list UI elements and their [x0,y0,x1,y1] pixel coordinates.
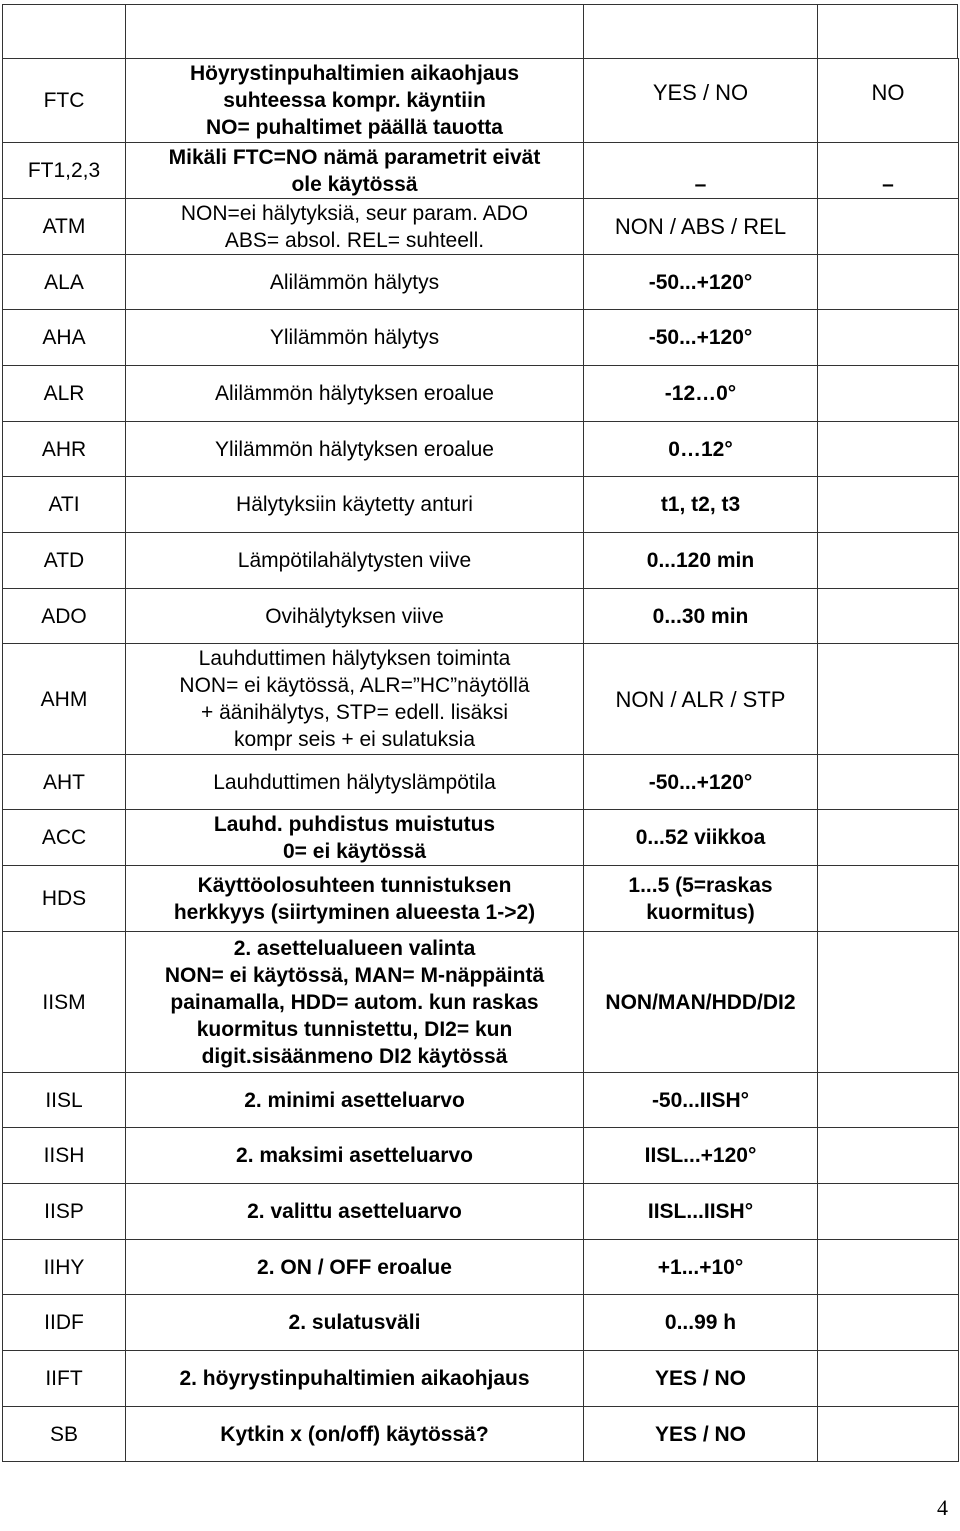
param-description: 2. maksimi asetteluarvo [126,1128,584,1184]
table-row [3,366,959,422]
param-description: Alilämmön hälytys [126,255,584,310]
param-default [818,932,959,1073]
page-number: 4 [937,1495,948,1520]
param-description: Lauhd. puhdistus muistutus 0= ei käytössä [126,810,584,866]
param-code: FT1,2,3 [3,143,126,199]
param-default [818,1407,959,1462]
param-code: IISP [3,1184,126,1240]
param-description: 2. minimi asetteluarvo [126,1073,584,1128]
param-description: Ylilämmön hälytys [126,310,584,366]
table-row [3,1295,959,1351]
param-code: SB [3,1407,126,1462]
param-range: 0...120 min [584,533,818,589]
param-description: 2. höyrystinpuhaltimien aikaohjaus [126,1351,584,1407]
param-range: NON / ALR / STP [584,644,818,755]
table-row [3,810,959,866]
param-default [818,1184,959,1240]
param-code: AHT [3,755,126,810]
table-row [3,644,959,755]
param-description: Kytkin x (on/off) käytössä? [126,1407,584,1462]
param-range: -50...IISH° [584,1073,818,1128]
param-default [818,1128,959,1184]
param-code: IISH [3,1128,126,1184]
param-description: 2. asettelualueen valinta NON= ei käytössä, MAN= M-näppäintä painamalla, HDD= autom. kun raskas kuormitus tunnistettu, DI2= kun digit.sisäänmeno DI2 käytössä [126,932,584,1073]
param-code: ALR [3,366,126,422]
table-row [3,143,959,199]
param-default [818,477,959,533]
param-code: ATM [3,199,126,255]
param-description: Ylilämmön hälytyksen eroalue [126,422,584,477]
param-range: IISL...IISH° [584,1184,818,1240]
table-row [3,1351,959,1407]
param-code: ATD [3,533,126,589]
param-default [818,199,959,255]
param-range: -50...+120° [584,755,818,810]
table-row [3,533,959,589]
param-code: ADO [3,589,126,644]
param-default [818,1240,959,1295]
param-default [818,1351,959,1407]
param-code: HDS [3,866,126,932]
param-description: Mikäli FTC=NO nämä parametrit eivät ole käytössä [126,143,584,199]
param-default [818,589,959,644]
param-code: IIFT [3,1351,126,1407]
param-code: ALA [3,255,126,310]
table-row [3,1240,959,1295]
param-description: Lämpötilahälytysten viive [126,533,584,589]
param-range: 0...99 h [584,1295,818,1351]
param-range: -50...+120° [584,255,818,310]
param-description: NON=ei hälytyksiä, seur param. ADO ABS= absol. REL= suhteell. [126,199,584,255]
param-code: IISL [3,1073,126,1128]
param-range: +1...+10° [584,1240,818,1295]
param-default [818,422,959,477]
table-row [3,589,959,644]
param-range: YES / NO [584,1351,818,1407]
param-default [818,1073,959,1128]
param-description: 2. ON / OFF eroalue [126,1240,584,1295]
param-default [818,366,959,422]
param-range: YES / NO [584,1407,818,1462]
param-code: IISM [3,932,126,1073]
param-default [818,255,959,310]
parameter-table [2,58,959,1462]
param-default [818,533,959,589]
param-code: ACC [3,810,126,866]
param-description: 2. valittu asetteluarvo [126,1184,584,1240]
param-default [818,810,959,866]
param-description: Höyrystinpuhaltimien aikaohjaus suhteessa kompr. käyntiin NO= puhaltimet päällä tauotta [126,59,584,143]
param-range: IISL...+120° [584,1128,818,1184]
param-description: Käyttöolosuhteen tunnistuksen herkkyys (siirtyminen alueesta 1->2) [126,866,584,932]
param-default: NO [818,59,959,143]
param-code: IIDF [3,1295,126,1351]
param-code: ATI [3,477,126,533]
param-range: YES / NO [584,59,818,143]
param-description: 2. sulatusväli [126,1295,584,1351]
param-default [818,1295,959,1351]
param-range: -50...+120° [584,310,818,366]
param-range: t1, t2, t3 [584,477,818,533]
table-row [3,199,959,255]
table-row [3,477,959,533]
table-row [3,1407,959,1462]
table-row [3,310,959,366]
param-range: 0...30 min [584,589,818,644]
param-description: Hälytyksiin käytetty anturi [126,477,584,533]
param-default [818,755,959,810]
table-row [3,1073,959,1128]
table-row [3,755,959,810]
param-default [818,310,959,366]
param-description: Lauhduttimen hälytyslämpötila [126,755,584,810]
table-row [3,255,959,310]
table-row [3,932,959,1073]
table-row [3,1128,959,1184]
param-range: 0…12° [584,422,818,477]
table-row [3,59,959,143]
param-code: AHR [3,422,126,477]
table-header-row [2,4,958,58]
param-default [818,644,959,755]
table-row [3,422,959,477]
param-range: NON / ABS / REL [584,199,818,255]
param-range: -12…0° [584,366,818,422]
param-default [818,866,959,932]
param-default: – [818,143,959,199]
param-range: – [584,143,818,199]
param-code: IIHY [3,1240,126,1295]
param-code: FTC [3,59,126,143]
param-code: AHA [3,310,126,366]
param-description: Lauhduttimen hälytyksen toiminta NON= ei käytössä, ALR=”HC”näytöllä + äänihälytys, STP= edell. lisäksi kompr seis + ei sulatuksia [126,644,584,755]
param-code: AHM [3,644,126,755]
param-range: 1...5 (5=raskas kuormitus) [584,866,818,932]
param-description: Alilämmön hälytyksen eroalue [126,366,584,422]
param-range: NON/MAN/HDD/DI2 [584,932,818,1073]
table-row [3,1184,959,1240]
param-description: Ovihälytyksen viive [126,589,584,644]
param-range: 0...52 viikkoa [584,810,818,866]
table-row [3,866,959,932]
